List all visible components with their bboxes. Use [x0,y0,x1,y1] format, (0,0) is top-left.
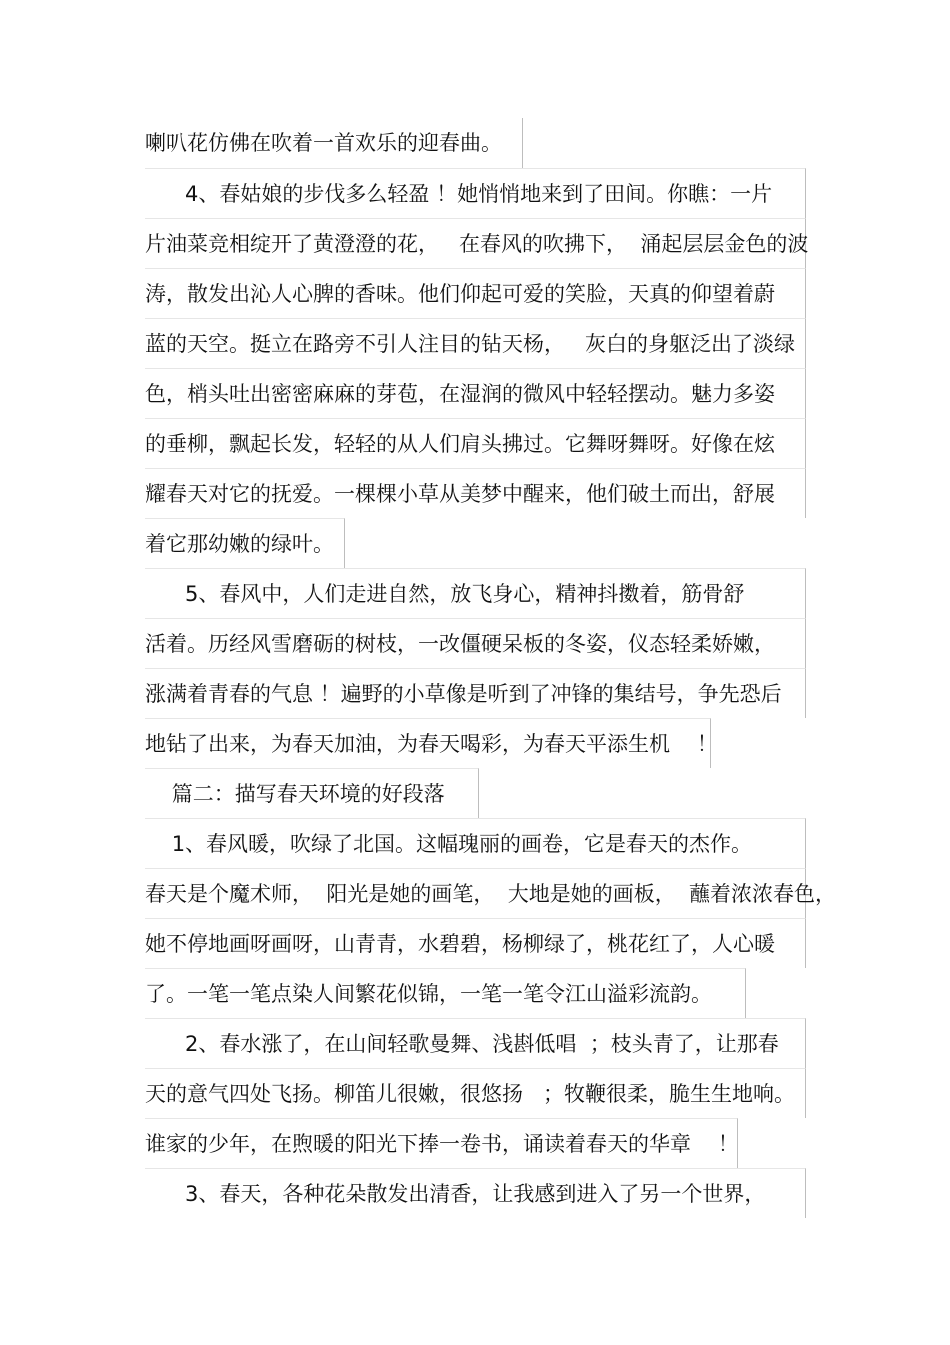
text-line: 地钻了出来，为春天加油，为春天喝彩，为春天平添生机 ！ [145,718,711,768]
text-line: 蓝的天空。挺立在路旁不引人注目的钻天杨， 灰白的身躯泛出了淡绿 [145,318,806,368]
text-line: 活着。历经风雪磨砺的树枝，一改僵硬呆板的冬姿，仪态轻柔娇嫩， [145,618,806,668]
text-line: 着它那幼嫩的绿叶。 [145,518,345,568]
text-line: 谁家的少年，在煦暖的阳光下捧一卷书，诵读着春天的华章 ！ [145,1118,738,1168]
text-line: 涛，散发出沁人心脾的香味。他们仰起可爱的笑脸，天真的仰望着蔚 [145,268,806,318]
text-line: 5、春风中，人们走进自然，放飞身心，精神抖擞着，筋骨舒 [145,568,806,618]
text-line: 她不停地画呀画呀，山青青，水碧碧，杨柳绿了，桃花红了，人心暖 [145,918,806,968]
text-line: 春天是个魔术师， 阳光是她的画笔， 大地是她的画板， 蘸着浓浓春色， [145,868,806,918]
text-line: 喇叭花仿佛在吹着一首欢乐的迎春曲。 [145,118,523,168]
text-line: 了。一笔一笔点染人间繁花似锦，一笔一笔令江山溢彩流韵。 [145,968,746,1018]
text-line: 1、春风暖，吹绿了北国。这幅瑰丽的画卷，它是春天的杰作。 [145,818,806,868]
text-line: 片油菜竞相绽开了黄澄澄的花， 在春风的吹拂下， 涌起层层金色的波 [145,218,806,268]
section-heading: 篇二：描写春天环境的好段落 [145,768,479,818]
text-line: 色，梢头吐出密密麻麻的芽苞，在湿润的微风中轻轻摆动。魅力多姿 [145,368,806,418]
text-line: 耀春天对它的抚爱。一棵棵小草从美梦中醒来，他们破土而出，舒展 [145,468,806,518]
text-line: 的垂柳，飘起长发，轻轻的从人们肩头拂过。它舞呀舞呀。好像在炫 [145,418,806,468]
text-line: 涨满着青春的气息 ！遍野的小草像是听到了冲锋的集结号，争先恐后 [145,668,806,718]
text-line: 2、春水涨了，在山间轻歌曼舞、浅斟低唱 ；枝头青了，让那春 [145,1018,806,1068]
text-line: 3、春天，各种花朵散发出清香，让我感到进入了另一个世界， [145,1168,806,1218]
text-line: 天的意气四处飞扬。柳笛儿很嫩，很悠扬 ；牧鞭很柔，脆生生地响。 [145,1068,806,1118]
text-line: 4、春姑娘的步伐多么轻盈 ！她悄悄地来到了田间。你瞧：一片 [145,168,806,218]
